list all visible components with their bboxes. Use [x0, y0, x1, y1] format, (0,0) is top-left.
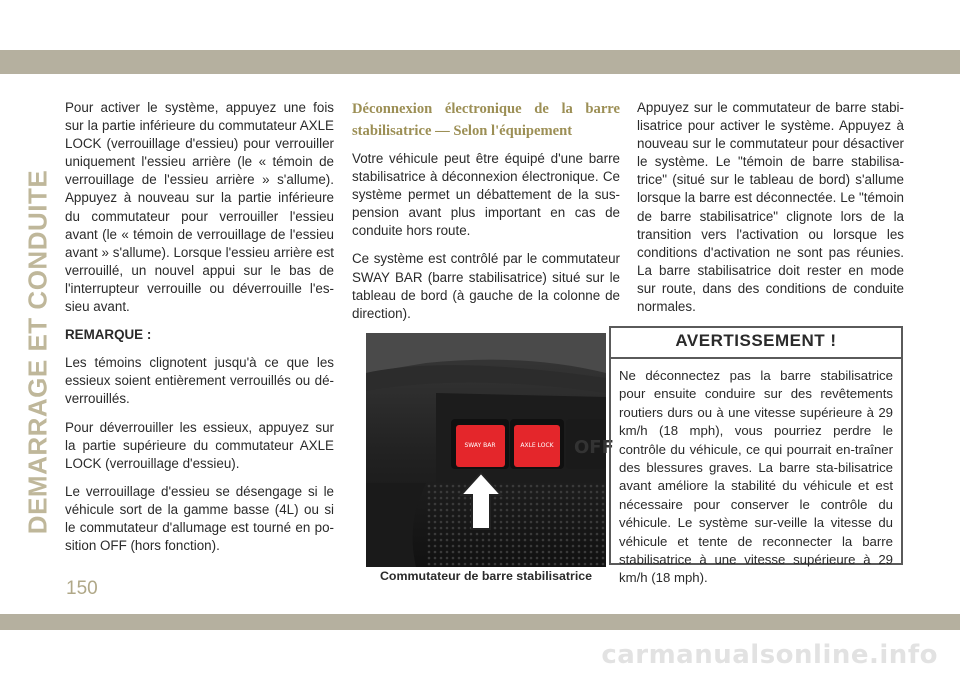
paragraph-axle-lock-activate: Pour activer le système, appuyez une fois sur la partie inférieure du commutateur AXLE LOCK (verrouillage d'essieu) pour verrouiller uniquement l'essieu arrière (le « témoin de verrouillage de l'essieu arrière » s'allume). Appuyez à nouveau sur la partie inférieure du commutateur pour verrouiller l'essieu avant (le « témoin de verrouillage de l'essieu avant » s'allume). Lorsque l'essieu arrière est verrouillé, un nouvel appui sur le bas de l'interrupteur verrouille ou déverrouille l'es-sieu avant.	[65, 100, 334, 315]
column-middle	[352, 99, 620, 595]
watermark: carmanualsonline.info	[601, 640, 938, 670]
warning-title: AVERTISSEMENT !	[611, 328, 901, 359]
sway-bar-switch-figure	[366, 333, 614, 567]
dashboard-illustration	[366, 333, 614, 567]
sway-bar-switch-label: SWAY BAR	[464, 441, 496, 449]
paragraph-sway-bar-intro: Votre véhicule peut être équipé d'une barre stabilisatrice à déconnexion électronique. Ce système permet un débattement de la sus-pension avant plus important en cas de conduite hors route.	[352, 151, 620, 239]
header-band	[0, 50, 960, 74]
page-number: 150	[66, 578, 98, 599]
figure-caption: Commutateur de barre stabilisatrice	[379, 568, 593, 583]
svg-text:OFF: OFF	[574, 436, 614, 458]
column-left	[65, 99, 334, 565]
axle-lock-switch-label: AXLE LOCK	[520, 441, 554, 449]
note-title: REMARQUE :	[65, 327, 152, 343]
column-right	[637, 99, 904, 326]
paragraph-sway-bar-operation: Appuyez sur le commutateur de barre stabi-lisatrice pour activer le système. Appuyez à nouveau sur le commutateur pour désactiver le système. Le "témoin de barre stabilisa-trice" (situé sur le tableau de bord) s'allume lorsque la barre est déconnectée. Le "témoin de barre stabilisatrice" clignote lors de la transition vers l'activation ou lorsque les conditions d'activation ne sont pas réunies. La barre stabilisatrice doit rester en mode sur route, dans des conditions de conduite normales.	[637, 100, 904, 315]
footer-band	[0, 614, 960, 630]
warning-box	[609, 326, 903, 586]
warning-text: Ne déconnectez pas la barre stabilisatrice pour ensuite conduire sur des revêtements routiers durs ou à une vitesse supérieure à 29 km/h (18 mph), vous pourriez perdre le contrôle du véhicule, ce qui pourrait en-traîner des blessures graves. La barre sta-bilisatrice avant améliore la stabilité du véhicule et est nécessaire pour conserver le contrôle du véhicule. Le système sur-veille la vitesse du véhicule et tente de reconnecter la barre stabilisatrice à une vitesse supérieure à 29 km/h (18 mph).	[619, 368, 893, 586]
paragraph-axle-disengage: Le verrouillage d'essieu se désengage si le véhicule sort de la gamme basse (4L) ou si le commutateur d'allumage est tourné en po-sition OFF (hors fonction).	[65, 483, 334, 554]
side-section-label: DEMARRAGE ET CONDUITE	[22, 169, 53, 535]
note-text: Les témoins clignotent jusqu'à ce que les essieux soient entièrement verrouillés ou dé-verrouillés.	[65, 355, 334, 407]
section-heading: Déconnexion électronique de la barre stabilisatrice — Selon l'équipement	[352, 101, 620, 139]
paragraph-axle-unlock: Pour déverrouiller les essieux, appuyez sur la partie supérieure du commutateur AXLE LOCK (verrouillage d'essieu).	[65, 419, 334, 471]
paragraph-sway-bar-control: Ce système est contrôlé par le commutateur SWAY BAR (barre stabilisatrice) situé sur le tableau de bord (à gauche de la colonne de direction).	[352, 251, 620, 321]
